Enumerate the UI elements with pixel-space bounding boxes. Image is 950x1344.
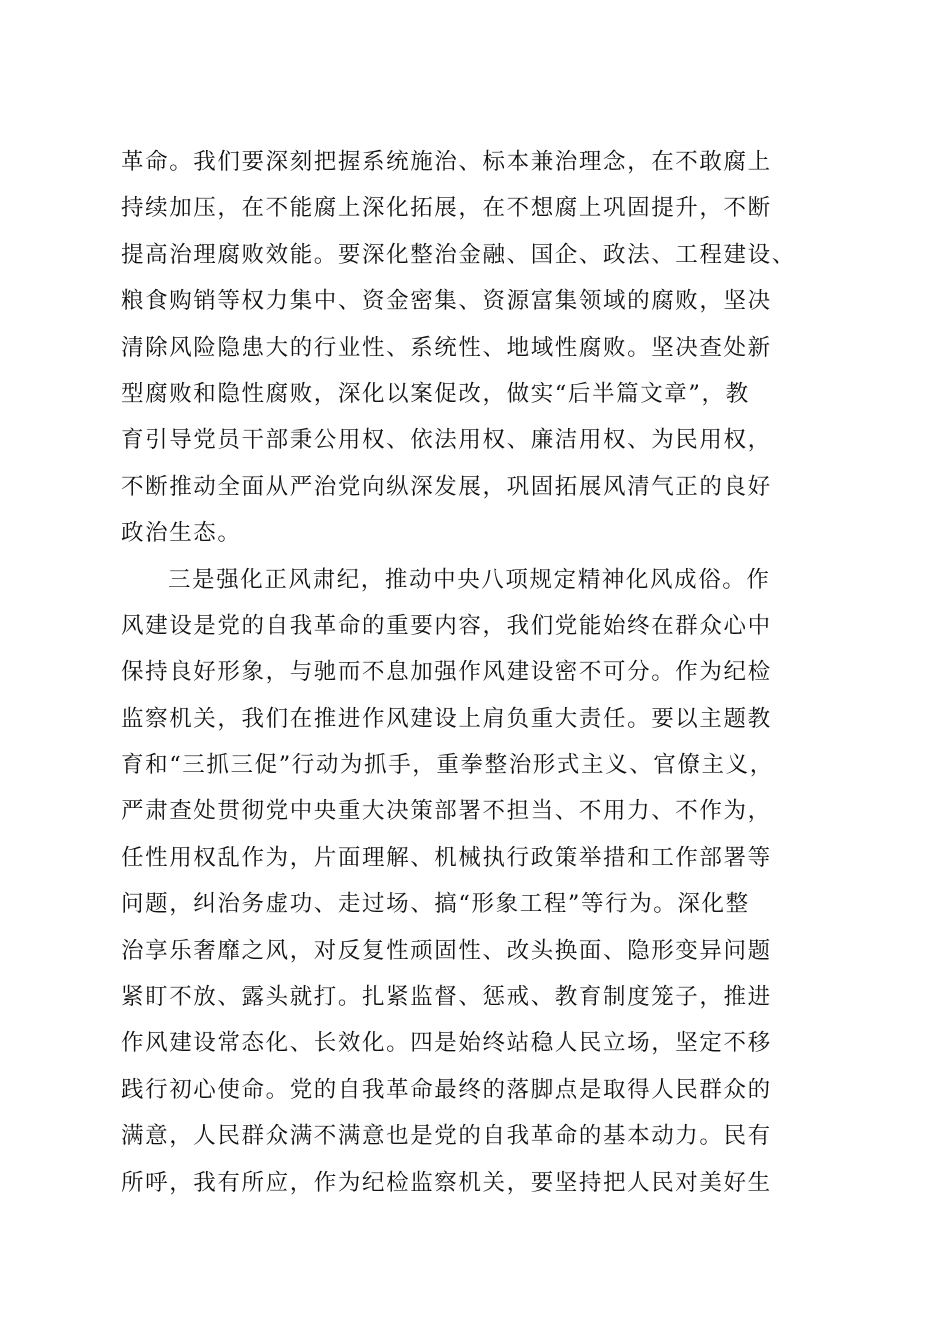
body-text xyxy=(121,139,841,1206)
text-line: 育和“三抓三促”行动为抓手，重拳整治形式主义、官僚主义， xyxy=(121,752,774,779)
text-line: 政治生态。 xyxy=(121,520,242,547)
text-line: 严肃查处贯彻党中央重大决策部署不担当、不用力、不作为， xyxy=(121,798,772,825)
text-line: 风建设是党的自我革命的重要内容，我们党能始终在群众心中 xyxy=(121,612,772,639)
text-line: 持续加压，在不能腐上深化拓展，在不想腐上巩固提升，不断 xyxy=(121,195,772,222)
text-line: 保持良好形象，与驰而不息加强作风建设密不可分。作为纪检 xyxy=(121,659,772,686)
text-line: 育引导党员干部秉公用权、依法用权、廉洁用权、为民用权， xyxy=(121,427,772,454)
text-line: 提高治理腐败效能。要深化整治金融、国企、政法、工程建设、 xyxy=(121,241,796,268)
text-line: 革命。我们要深刻把握系统施治、标本兼治理念，在不敢腐上 xyxy=(121,149,772,175)
text-line: 粮食购销等权力集中、资金密集、资源富集领域的腐败，坚决 xyxy=(121,288,772,315)
text-line: 所呼，我有所应，作为纪检监察机关，要坚持把人民对美好生 xyxy=(121,1169,772,1196)
text-line: 任性用权乱作为，片面理解、机械执行政策举措和工作部署等 xyxy=(121,844,772,871)
text-line: 清除风险隐患大的行业性、系统性、地域性腐败。坚决查处新 xyxy=(121,334,772,361)
text-line: 作风建设常态化、长效化。四是始终站稳人民立场，坚定不移 xyxy=(121,1030,772,1057)
paragraph-start-line: 三是强化正风肃纪，推动中央八项规定精神化风成俗。作 xyxy=(168,566,771,593)
text-line: 监察机关，我们在推进作风建设上肩负重大责任。要以主题教 xyxy=(121,705,772,732)
text-line: 型腐败和隐性腐败，深化以案促改，做实“后半篇文章”，教 xyxy=(121,380,750,407)
text-line: 不断推动全面从严治党向纵深发展，巩固拓展风清气正的良好 xyxy=(121,473,772,500)
text-line: 紧盯不放、露头就打。扎紧监督、惩戒、教育制度笼子，推进 xyxy=(121,984,772,1011)
text-line: 满意，人民群众满不满意也是党的自我革命的基本动力。民有 xyxy=(121,1123,772,1150)
text-line: 践行初心使命。党的自我革命最终的落脚点是取得人民群众的 xyxy=(121,1076,772,1103)
text-line: 问题，纠治务虚功、走过场、搞“形象工程”等行为。深化整 xyxy=(121,891,750,918)
text-line: 治享乐奢靡之风，对反复性顽固性、改头换面、隐形变异问题 xyxy=(121,937,772,964)
